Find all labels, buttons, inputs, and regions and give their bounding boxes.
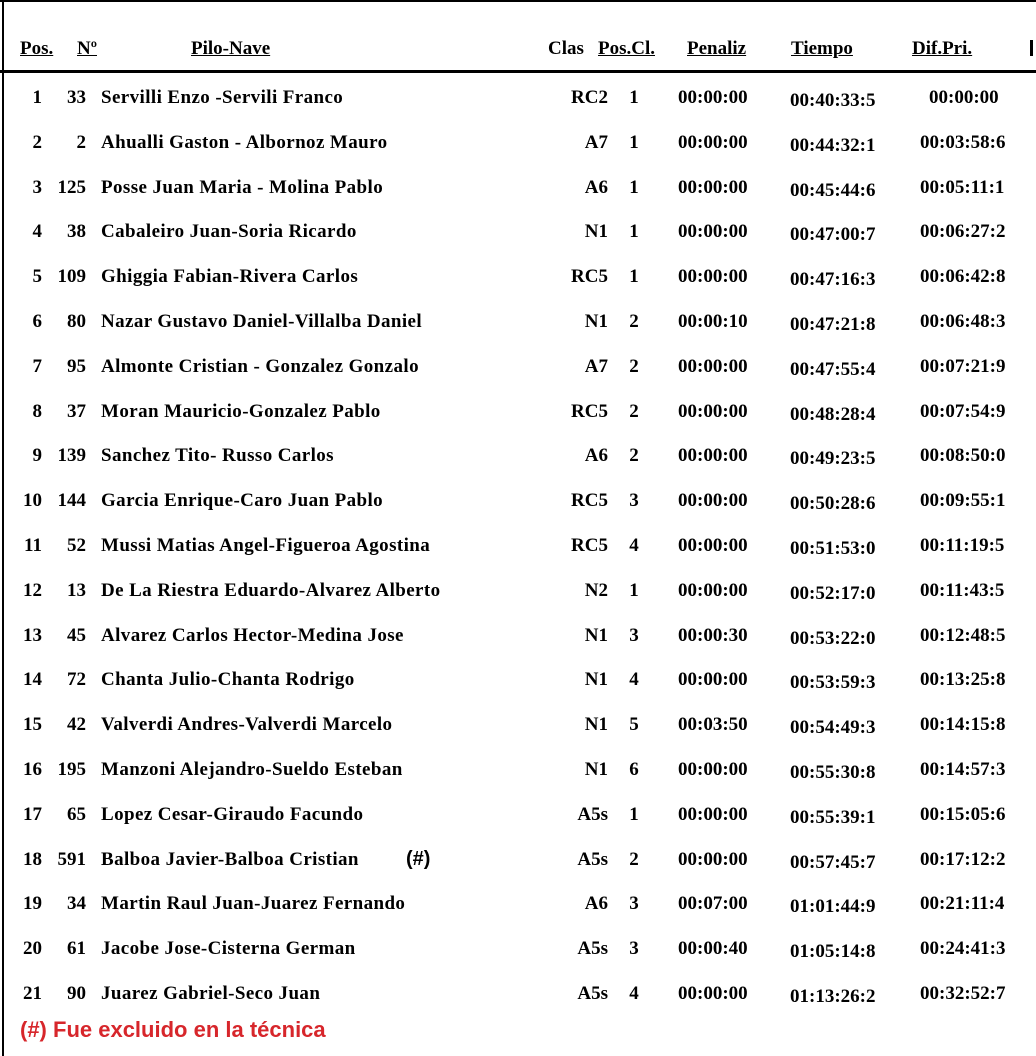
cell-diff: 00:14:57:3 (920, 759, 1006, 780)
cell-pilot: Jacobe Jose-Cisterna German (101, 938, 356, 959)
cell-num: 95 (67, 356, 86, 377)
cell-class: RC5 (571, 266, 608, 287)
cell-diff: 00:11:43:5 (920, 580, 1005, 601)
cell-num: 52 (67, 535, 86, 556)
cell-pos-class: 3 (629, 490, 639, 511)
table-row (0, 668, 1036, 698)
cell-pos: 6 (32, 311, 42, 332)
table-row (0, 892, 1036, 922)
cell-time: 01:13:26:2 (790, 986, 876, 1007)
cell-pos: 20 (23, 938, 42, 959)
cell-class: A6 (584, 893, 608, 914)
cell-num: 13 (67, 580, 86, 601)
cell-diff: 00:07:21:9 (920, 356, 1006, 377)
cell-pos-class: 6 (629, 759, 639, 780)
cell-penalty: 00:00:00 (678, 177, 748, 198)
cell-pos: 4 (32, 221, 42, 242)
cell-pilot: Juarez Gabriel-Seco Juan (101, 983, 321, 1004)
cell-class: N1 (584, 669, 608, 690)
cell-time: 00:44:32:1 (790, 135, 876, 156)
cell-diff: 00:03:58:6 (920, 132, 1006, 153)
cell-pos-class: 3 (629, 938, 639, 959)
table-row (0, 131, 1036, 161)
table-row (0, 534, 1036, 564)
cell-time: 00:51:53:0 (790, 538, 876, 559)
cell-pilot: Almonte Cristian - Gonzalez Gonzalo (101, 356, 419, 377)
table-row (0, 982, 1036, 1012)
cell-pos: 21 (23, 983, 42, 1004)
cell-time: 00:53:59:3 (790, 672, 876, 693)
cell-pos: 2 (32, 132, 42, 153)
cell-class: N2 (584, 580, 608, 601)
cell-pos-class: 1 (629, 177, 639, 198)
cell-num: 33 (67, 87, 86, 108)
cell-class: A5s (577, 938, 608, 959)
cell-class: A7 (584, 356, 608, 377)
cell-pilot: Martin Raul Juan-Juarez Fernando (101, 893, 406, 914)
cell-class: RC5 (571, 490, 608, 511)
cell-diff: 00:17:12:2 (920, 849, 1006, 870)
cell-pos: 12 (23, 580, 42, 601)
cell-time: 00:48:28:4 (790, 404, 876, 425)
table-row (0, 489, 1036, 519)
cell-penalty: 00:00:00 (678, 132, 748, 153)
cell-pos-class: 1 (629, 266, 639, 287)
cell-penalty: 00:00:00 (678, 535, 748, 556)
cell-diff: 00:12:48:5 (920, 625, 1006, 646)
cell-pos: 10 (23, 490, 42, 511)
cell-num: 591 (57, 849, 86, 870)
cell-penalty: 00:00:00 (678, 87, 748, 108)
cell-diff: 00:32:52:7 (920, 983, 1006, 1004)
cell-pilot: Alvarez Carlos Hector-Medina Jose (101, 625, 404, 646)
cell-penalty: 00:00:10 (678, 311, 748, 332)
cell-time: 00:52:17:0 (790, 583, 876, 604)
cell-diff: 00:07:54:9 (920, 401, 1006, 422)
header-divider (0, 70, 1036, 73)
cell-penalty: 00:03:50 (678, 714, 748, 735)
cell-pos-class: 2 (629, 311, 639, 332)
cell-time: 00:40:33:5 (790, 90, 876, 111)
table-row (0, 400, 1036, 430)
cell-num: 125 (57, 177, 86, 198)
cell-penalty: 00:00:40 (678, 938, 748, 959)
cell-num: 42 (67, 714, 86, 735)
cell-pilot: Nazar Gustavo Daniel-Villalba Daniel (101, 311, 423, 332)
cell-diff: 00:06:27:2 (920, 221, 1006, 242)
cell-penalty: 00:00:00 (678, 804, 748, 825)
cell-penalty: 00:00:00 (678, 221, 748, 242)
cell-class: A5s (577, 804, 608, 825)
cell-pos: 16 (23, 759, 42, 780)
cell-penalty: 00:00:00 (678, 490, 748, 511)
cell-time: 00:55:39:1 (790, 807, 876, 828)
cell-penalty: 00:00:00 (678, 669, 748, 690)
cell-pilot: Chanta Julio-Chanta Rodrigo (101, 669, 355, 690)
cell-pos-class: 2 (629, 849, 639, 870)
cell-class: A7 (584, 132, 608, 153)
cell-num: 2 (76, 132, 86, 153)
header-diff: Dif.Pri. (912, 38, 973, 59)
cell-pos: 14 (23, 669, 42, 690)
table-row (0, 803, 1036, 833)
cell-diff: 00:14:15:8 (920, 714, 1006, 735)
cell-class: N1 (584, 311, 608, 332)
cell-penalty: 00:00:00 (678, 759, 748, 780)
cell-num: 72 (67, 669, 86, 690)
cell-pilot: Lopez Cesar-Giraudo Facundo (101, 804, 364, 825)
cell-num: 38 (67, 221, 86, 242)
cell-pilot: Ghiggia Fabian-Rivera Carlos (101, 266, 359, 287)
header-time: Tiempo (791, 38, 853, 59)
table-row (0, 220, 1036, 250)
cell-penalty: 00:00:00 (678, 580, 748, 601)
cell-pilot: Ahualli Gaston - Albornoz Mauro (101, 132, 388, 153)
cell-time: 00:47:55:4 (790, 359, 876, 380)
cell-pilot: Posse Juan Maria - Molina Pablo (101, 177, 384, 198)
cell-num: 139 (57, 445, 86, 466)
cell-time: 00:47:21:8 (790, 314, 876, 335)
cell-pos-class: 4 (629, 983, 639, 1004)
header-num: Nº (77, 38, 97, 59)
cell-pos-class: 2 (629, 356, 639, 377)
cell-diff: 00:24:41:3 (920, 938, 1006, 959)
cell-pilot: Cabaleiro Juan-Soria Ricardo (101, 221, 357, 242)
cell-num: 65 (67, 804, 86, 825)
header-penalty: Penaliz (687, 38, 747, 59)
cell-diff: 00:05:11:1 (920, 177, 1005, 198)
cell-pos: 7 (32, 356, 42, 377)
cell-diff: 00:00:00 (929, 87, 999, 108)
cell-time: 01:01:44:9 (790, 896, 876, 917)
cell-num: 45 (67, 625, 86, 646)
cell-pilot: Moran Mauricio-Gonzalez Pablo (101, 401, 381, 422)
cell-pos: 17 (23, 804, 42, 825)
cell-pos-class: 4 (629, 669, 639, 690)
cell-time: 00:50:28:6 (790, 493, 876, 514)
footnote-excluded: (#) Fue excluido en la técnica (20, 1017, 326, 1042)
cell-pos-class: 2 (629, 445, 639, 466)
cell-diff: 00:13:25:8 (920, 669, 1006, 690)
cell-time: 00:45:44:6 (790, 180, 876, 201)
cell-pos-class: 3 (629, 893, 639, 914)
cell-penalty: 00:00:00 (678, 356, 748, 377)
cell-time: 00:55:30:8 (790, 762, 876, 783)
cell-penalty: 00:00:00 (678, 401, 748, 422)
cell-pos: 3 (32, 177, 42, 198)
cell-pos-class: 1 (629, 87, 639, 108)
cell-time: 00:54:49:3 (790, 717, 876, 738)
cell-time: 00:49:23:5 (790, 448, 876, 469)
cell-pos: 15 (23, 714, 42, 735)
header-cut-off-edge (1030, 40, 1033, 56)
cell-class: A5s (577, 849, 608, 870)
table-row (0, 265, 1036, 295)
table-row (0, 355, 1036, 385)
cell-class: N1 (584, 221, 608, 242)
cell-pilot: Servilli Enzo -Servili Franco (101, 87, 344, 108)
cell-pos-class: 1 (629, 580, 639, 601)
cell-pos-class: 1 (629, 804, 639, 825)
cell-penalty: 00:07:00 (678, 893, 748, 914)
table-row (0, 444, 1036, 474)
cell-pos: 18 (23, 849, 42, 870)
cell-class: N1 (584, 714, 608, 735)
cell-pilot: Valverdi Andres-Valverdi Marcelo (101, 714, 393, 735)
cell-time: 00:47:00:7 (790, 224, 876, 245)
cell-diff: 00:09:55:1 (920, 490, 1006, 511)
cell-pos: 1 (32, 87, 42, 108)
header-class: Clas (548, 38, 584, 59)
cell-pilot: De La Riestra Eduardo-Alvarez Alberto (101, 580, 441, 601)
cell-penalty: 00:00:00 (678, 983, 748, 1004)
cell-class: N1 (584, 759, 608, 780)
cell-pos: 9 (32, 445, 42, 466)
cell-num: 109 (57, 266, 86, 287)
cell-num: 195 (57, 759, 86, 780)
cell-num: 37 (67, 401, 86, 422)
cell-penalty: 00:00:00 (678, 849, 748, 870)
cell-time: 00:47:16:3 (790, 269, 876, 290)
cell-pos: 5 (32, 266, 42, 287)
cell-pos: 11 (24, 535, 42, 556)
cell-class: A6 (584, 445, 608, 466)
cell-diff: 00:06:48:3 (920, 311, 1006, 332)
cell-pos-class: 5 (629, 714, 639, 735)
cell-diff: 00:11:19:5 (920, 535, 1005, 556)
cell-pos: 19 (23, 893, 42, 914)
cell-pos-class: 1 (629, 221, 639, 242)
cell-class: A6 (584, 177, 608, 198)
header-pos-class: Pos.Cl. (598, 38, 655, 59)
cell-diff: 00:21:11:4 (920, 893, 1005, 914)
table-row (0, 848, 1036, 878)
table-row (0, 624, 1036, 654)
cell-time: 00:57:45:7 (790, 852, 876, 873)
cell-pos-class: 3 (629, 625, 639, 646)
cell-num: 80 (67, 311, 86, 332)
table-row (0, 713, 1036, 743)
cell-time: 00:53:22:0 (790, 628, 876, 649)
cell-num: 61 (67, 938, 86, 959)
table-row (0, 579, 1036, 609)
table-row (0, 86, 1036, 116)
cell-num: 144 (57, 490, 86, 511)
cell-pilot: Mussi Matias Angel-Figueroa Agostina (101, 535, 431, 556)
cell-diff: 00:15:05:6 (920, 804, 1006, 825)
cell-penalty: 00:00:30 (678, 625, 748, 646)
header-pilot: Pilo-Nave (191, 38, 271, 59)
frame-top-border (0, 0, 1036, 2)
cell-pos: 13 (23, 625, 42, 646)
cell-class: RC5 (571, 535, 608, 556)
cell-pilot: Garcia Enrique-Caro Juan Pablo (101, 490, 384, 511)
cell-time: 01:05:14:8 (790, 941, 876, 962)
cell-penalty: 00:00:00 (678, 266, 748, 287)
cell-class: A5s (577, 983, 608, 1004)
table-row (0, 310, 1036, 340)
table-row (0, 176, 1036, 206)
exclusion-mark: (#) (406, 848, 431, 870)
cell-num: 90 (67, 983, 86, 1004)
cell-penalty: 00:00:00 (678, 445, 748, 466)
cell-class: RC5 (571, 401, 608, 422)
cell-num: 34 (67, 893, 86, 914)
table-row (0, 758, 1036, 788)
cell-pilot: Sanchez Tito- Russo Carlos (101, 445, 334, 466)
cell-diff: 00:06:42:8 (920, 266, 1006, 287)
cell-pos-class: 4 (629, 535, 639, 556)
cell-pilot: Balboa Javier-Balboa Cristian (101, 849, 359, 870)
cell-pos-class: 1 (629, 132, 639, 153)
cell-pos-class: 2 (629, 401, 639, 422)
cell-diff: 00:08:50:0 (920, 445, 1006, 466)
cell-class: N1 (584, 625, 608, 646)
table-row (0, 937, 1036, 967)
cell-pos: 8 (32, 401, 42, 422)
header-pos: Pos. (20, 38, 54, 59)
cell-pilot: Manzoni Alejandro-Sueldo Esteban (101, 759, 403, 780)
cell-class: RC2 (571, 87, 608, 108)
